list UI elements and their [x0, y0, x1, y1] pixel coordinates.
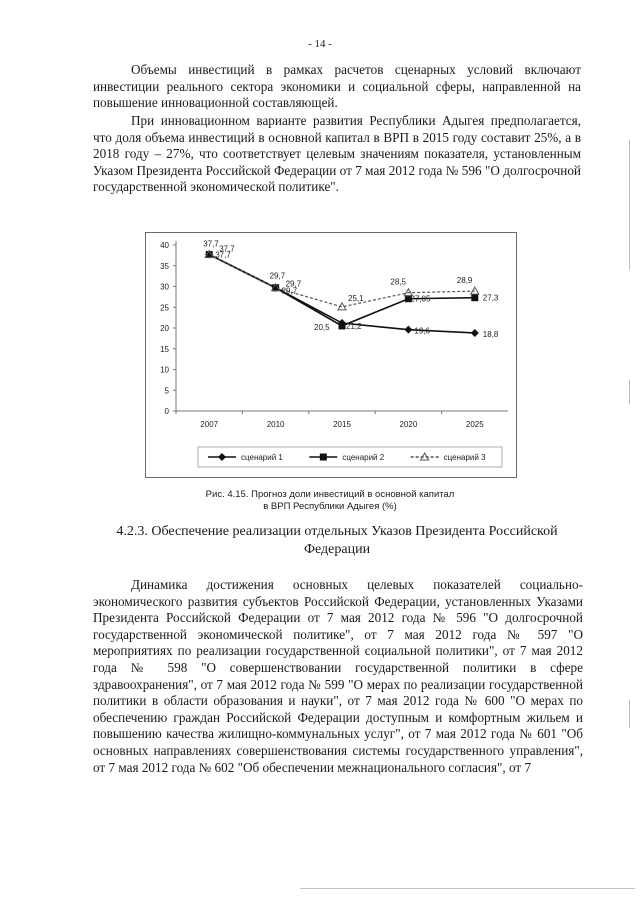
data-label: 28,5	[390, 277, 406, 287]
y-tick-label: 25	[160, 303, 169, 313]
series-line	[209, 255, 475, 326]
data-point	[218, 453, 226, 461]
data-point	[471, 287, 479, 294]
x-tick-label: 2007	[200, 420, 219, 429]
x-tick-label: 2020	[399, 420, 418, 429]
data-label: 37,7	[219, 244, 235, 254]
data-label: 20,5	[314, 322, 330, 332]
data-point	[471, 294, 478, 301]
y-tick-label: 35	[160, 261, 169, 271]
legend-label: сценарий 3	[443, 453, 486, 462]
paragraph-text: При инновационном варианте развития Республики Адыгея предполагается, что доля объема инвестиций в основной капитал в ВРП в 2015 году составит 25%, а в 2018 году – 27%, что соответствует целевым значениям показателя, установленным Указом Президента Российской Федерации от 7 мая 2012 года № 596 "О долгосрочной государственной экономической политике".	[93, 113, 581, 195]
paragraph-investment-scope	[93, 62, 581, 112]
data-point	[339, 322, 346, 329]
data-label: 29,7	[269, 271, 286, 281]
data-label: 21,2	[346, 322, 362, 332]
y-tick-label: 20	[160, 324, 169, 333]
y-tick-label: 15	[160, 344, 169, 354]
legend-label: сценарий 2	[342, 453, 385, 462]
investment-share-chart	[145, 232, 517, 478]
x-tick-label: 2015	[333, 420, 351, 429]
y-tick-label: 30	[160, 282, 169, 292]
data-label: 29,7	[285, 279, 302, 289]
data-label: 29,7	[281, 286, 298, 296]
y-tick-label: 10	[160, 365, 169, 375]
y-tick-label: 0	[164, 407, 169, 416]
figure-caption	[145, 489, 515, 513]
x-tick-label: 2025	[465, 420, 484, 429]
scan-edge-mark	[629, 140, 630, 270]
data-point	[404, 326, 412, 334]
paragraph-decrees	[93, 577, 583, 776]
figure-caption-line: в ВРП Республики Адыгея (%)	[263, 501, 397, 512]
data-point	[471, 329, 479, 337]
data-label: 27,3	[482, 293, 499, 303]
data-label: 27,05	[410, 294, 431, 304]
y-tick-label: 40	[160, 241, 169, 250]
legend-label: сценарий 1	[241, 453, 283, 462]
data-label: 25,1	[348, 293, 364, 303]
page-number: - 14 -	[308, 38, 332, 50]
data-label: 28,9	[456, 276, 473, 286]
y-tick-label: 5	[164, 386, 169, 396]
scan-bottom-edge	[300, 888, 635, 889]
section-heading: 4.2.3. Обеспечение реализации отдельных Указов Президента Российской Федерации	[116, 524, 558, 557]
paragraph-text: Динамика достижения основных целевых показателей социально-экономического развития субъектов Российской Федерации, установленных Указами Президента Российской Федерации от 7 мая 2012 года № 596 "О долгосрочной государственной экономической политике", от 7 мая 2012 года № 597 "О мероприятиях по реализации государственной социальной политики", от 7 мая 2012 года № 598 "О совершенствовании государственной политики в сфере здравоохранения", от 7 мая 2012 года № 599 "О мерах по реализации государственной политики в области образования и науки", от 7 мая 2012 года № 600 "О мерах по обеспечению граждан Российской Федерации доступным и комфортным жильем и повышению качества жилищно-коммунальных услуг", от 7 мая 2012 года № 601 "Об основных направлениях совершенствования системы государственного управления", от 7 мая 2012 года № 602 "Об обеспечении межнационального согласия", от 7	[93, 577, 583, 775]
figure-caption-line: Рис. 4.15. Прогноз доли инвестиций в основной капитал	[205, 489, 455, 500]
paragraph-text: Объемы инвестиций в рамках расчетов сценарных условий включают инвестиции реального сектора экономики и социальной сферы, направленной на повышение инновационной составляющей.	[93, 62, 581, 111]
data-label: 37,7	[203, 239, 219, 249]
paragraph-innovation-scenario	[93, 113, 581, 196]
data-label: 18,8	[482, 329, 499, 339]
data-point	[320, 454, 327, 461]
chart-canvas	[146, 233, 516, 477]
scan-edge-mark	[629, 380, 630, 404]
data-label: 37,7	[215, 250, 231, 260]
x-tick-label: 2010	[266, 420, 285, 429]
data-label: 19,6	[414, 326, 430, 336]
scan-edge-mark	[629, 700, 630, 728]
